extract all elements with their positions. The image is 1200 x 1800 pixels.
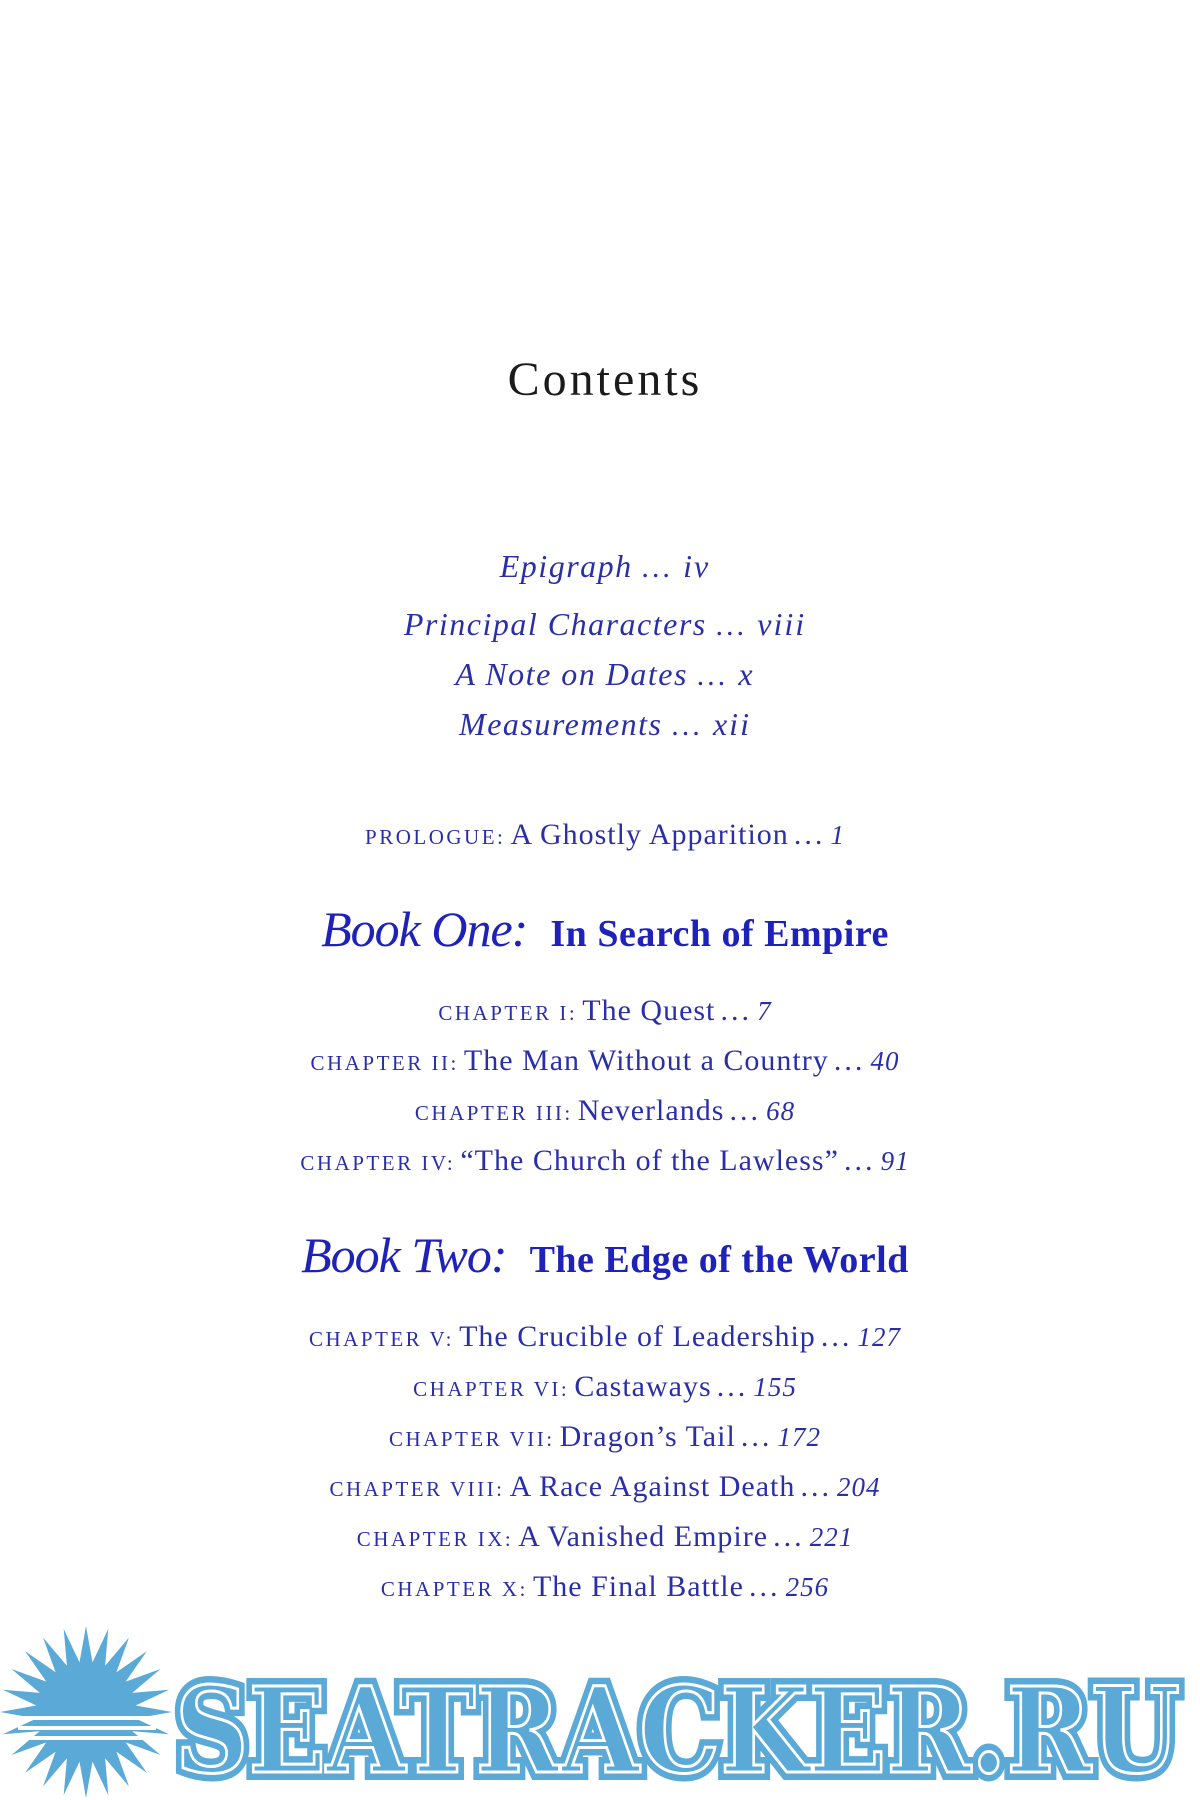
toc-entry-chapter-4[interactable] bbox=[0, 1144, 1200, 1178]
entry-title: A Race Against Death bbox=[509, 1470, 796, 1503]
entry-title: Neverlands bbox=[577, 1094, 725, 1127]
dot-leader: ... bbox=[749, 1570, 781, 1603]
dot-leader: ... bbox=[716, 609, 748, 642]
dot-leader: ... bbox=[697, 659, 729, 692]
entry-title: The Crucible of Leadership bbox=[459, 1320, 816, 1353]
entry-page: 256 bbox=[785, 1572, 830, 1602]
dot-leader: ... bbox=[800, 1470, 832, 1503]
entry-page: 172 bbox=[777, 1422, 821, 1452]
dot-leader: ... bbox=[671, 709, 704, 742]
watermark-text: SEATRACKER.RU bbox=[175, 1661, 1180, 1800]
entry-page: viii bbox=[757, 606, 807, 642]
entry-label: CHAPTER VI: bbox=[413, 1377, 570, 1401]
entry-title: Measurements bbox=[459, 706, 663, 742]
page-title: Contents bbox=[507, 353, 703, 406]
toc-entry-chapter-3[interactable] bbox=[0, 1094, 1200, 1128]
toc-entry-chapter-8[interactable] bbox=[0, 1470, 1200, 1504]
entry-page: 127 bbox=[857, 1322, 901, 1352]
toc-entry-chapter-7[interactable] bbox=[0, 1420, 1200, 1454]
entry-page: xii bbox=[712, 706, 751, 742]
watermark-text-fill: SEATRACKER.RU bbox=[175, 1661, 1180, 1800]
toc-entry-principal-characters[interactable] bbox=[0, 606, 1200, 643]
entry-page: 155 bbox=[753, 1372, 797, 1402]
book-script-label: Book Two: bbox=[301, 1227, 507, 1283]
entry-label: CHAPTER X: bbox=[380, 1577, 528, 1601]
entry-page: 221 bbox=[809, 1522, 854, 1552]
book-title: In Search of Empire bbox=[550, 913, 889, 955]
entry-title: A Vanished Empire bbox=[518, 1520, 769, 1553]
toc-entry-note-on-dates[interactable] bbox=[0, 656, 1200, 693]
book-one-heading bbox=[0, 900, 1200, 958]
entry-title: The Man Without a Country bbox=[463, 1044, 829, 1077]
entry-page: 204 bbox=[837, 1472, 881, 1502]
entry-page: 7 bbox=[757, 996, 772, 1026]
entry-page: 1 bbox=[830, 820, 845, 850]
toc-entry-chapter-9[interactable] bbox=[0, 1520, 1200, 1554]
entry-title: Castaways bbox=[574, 1370, 712, 1403]
sun-burst-icon bbox=[0, 1626, 172, 1798]
toc-entry-measurements[interactable] bbox=[0, 706, 1200, 743]
dot-leader: ... bbox=[773, 1520, 805, 1553]
entry-label: CHAPTER II: bbox=[310, 1051, 459, 1075]
dot-leader: ... bbox=[720, 994, 752, 1027]
entry-label: CHAPTER III: bbox=[414, 1101, 573, 1125]
dot-leader: ... bbox=[833, 1044, 866, 1077]
entry-title: Epigraph bbox=[499, 548, 633, 584]
entry-page: iv bbox=[683, 548, 711, 584]
dot-leader: ... bbox=[793, 818, 826, 851]
entry-title: The Final Battle bbox=[532, 1570, 744, 1603]
entry-label: PROLOGUE: bbox=[365, 825, 506, 849]
entry-label: CHAPTER IV: bbox=[300, 1151, 456, 1175]
entry-title: Principal Characters bbox=[403, 606, 707, 642]
entry-page: 40 bbox=[870, 1046, 900, 1076]
entry-page: 91 bbox=[880, 1146, 910, 1176]
toc-entry-epigraph[interactable] bbox=[0, 548, 1200, 585]
dot-leader: ... bbox=[820, 1320, 853, 1353]
dot-leader: ... bbox=[729, 1094, 761, 1127]
entry-title: A Note on Dates bbox=[455, 656, 688, 692]
toc-entry-prologue[interactable] bbox=[0, 818, 1200, 852]
toc-entry-chapter-2[interactable] bbox=[0, 1044, 1200, 1078]
toc-entry-chapter-6[interactable] bbox=[0, 1370, 1200, 1404]
entry-title: The Quest bbox=[582, 994, 716, 1027]
entry-title: Dragon’s Tail bbox=[559, 1420, 736, 1453]
book-script-label: Book One: bbox=[321, 901, 528, 957]
toc-entry-chapter-5[interactable] bbox=[0, 1320, 1200, 1354]
entry-label: CHAPTER VII: bbox=[389, 1427, 555, 1451]
watermark-logo bbox=[0, 1620, 1200, 1800]
toc-entry-chapter-1[interactable] bbox=[0, 994, 1200, 1028]
dot-leader: ... bbox=[716, 1370, 749, 1403]
entry-title: “The Church of the Lawless” bbox=[460, 1144, 839, 1177]
dot-leader: ... bbox=[844, 1144, 876, 1177]
entry-title: A Ghostly Apparition bbox=[510, 818, 789, 851]
book-title: The Edge of the World bbox=[529, 1239, 909, 1281]
dot-leader: ... bbox=[642, 551, 674, 584]
entry-label: CHAPTER I: bbox=[438, 1001, 578, 1025]
entry-label: CHAPTER IX: bbox=[356, 1527, 514, 1551]
entry-label: CHAPTER V: bbox=[309, 1327, 454, 1351]
toc-entry-chapter-10[interactable] bbox=[0, 1570, 1200, 1604]
entry-page: 68 bbox=[766, 1096, 796, 1126]
book-two-heading bbox=[0, 1226, 1200, 1284]
entry-label: CHAPTER VIII: bbox=[329, 1477, 505, 1501]
dot-leader: ... bbox=[740, 1420, 773, 1453]
entry-page: x bbox=[738, 656, 755, 692]
